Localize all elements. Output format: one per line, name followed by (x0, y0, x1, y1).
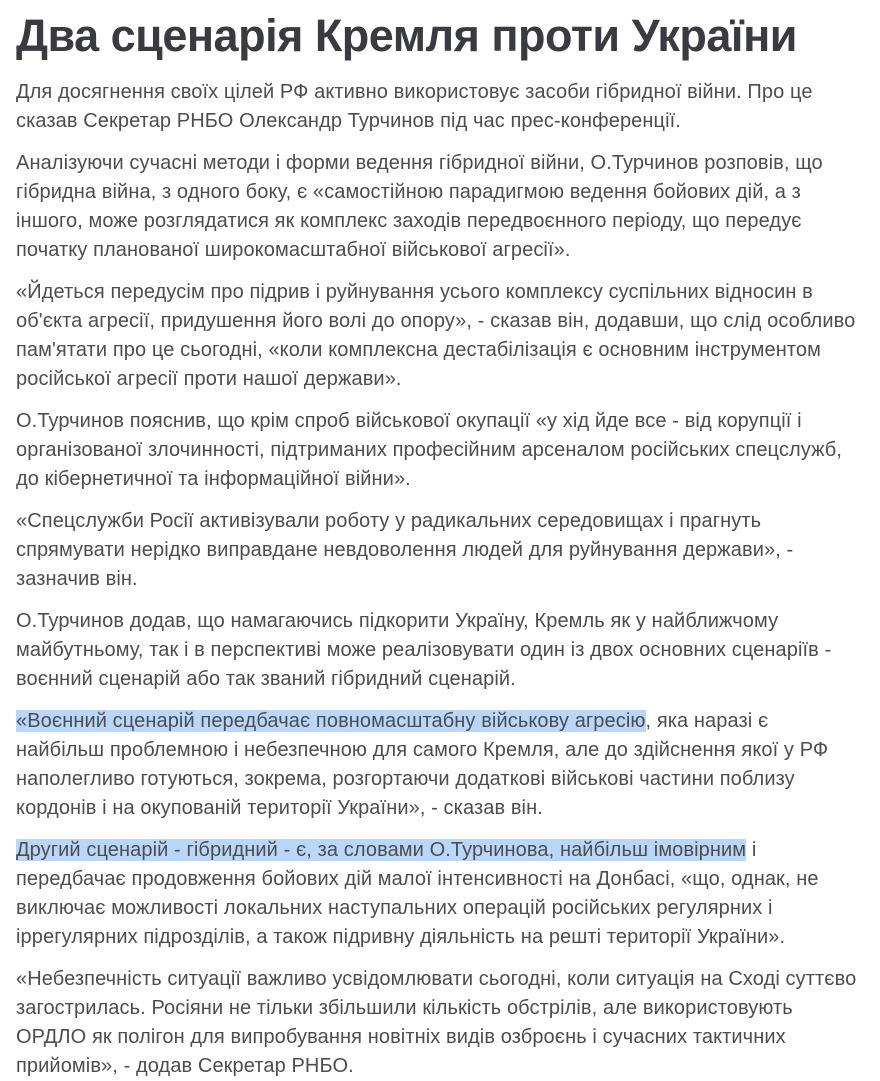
article-paragraph (16, 707, 862, 823)
paragraph-text: «Небезпечність ситуації важливо усвідомлювати сьогодні, коли ситуація на Сході суттєво загострилась. Росіяни не тільки збільшили кількість обстрілів, але використовують ОРДЛО як полігон для випробування новітніх видів озброєнь і сучасних тактичних прийомів», - додав Секретар РНБО. (16, 967, 857, 1077)
paragraph-text: , яка наразі є найбільш проблемною і небезпечною для самого Кремля, але до здійснення якої у РФ наполегливо готуються, зокрема, розгортаючи додаткові військові частини поблизу кордонів і на окупованій території України», - сказав він. (16, 709, 829, 819)
article-paragraph (16, 836, 862, 952)
article-paragraph (16, 78, 862, 136)
article-paragraph (16, 407, 862, 494)
article-paragraph (16, 507, 862, 594)
paragraph-text: Аналізуючи сучасні методи і форми ведення гібридної війни, О.Турчинов розповів, що гібридна війна, з одного боку, є «самостійною парадигмою ведення бойових дій, а з іншого, може розглядатися як комплекс заходів передвоєнного періоду, що передує початку планованої широкомасштабної військової агресії». (16, 151, 823, 261)
article-paragraph (16, 607, 862, 694)
paragraph-text: О.Турчинов додав, що намагаючись підкорити Україну, Кремль як у найближчому майбутньому, так і в перспективі може реалізовувати один із двох основних сценаріїв - воєнний сценарій або так званий гібридний сценарій. (16, 609, 832, 690)
paragraph-text: «Спецслужби Росії активізували роботу у радикальних середовищах і прагнуть спрямувати нерідко виправдане невдоволення людей для руйнування держави», - зазначив він. (16, 509, 794, 590)
paragraph-text: «Йдеться передусім про підрив і руйнування усього комплексу суспільних відносин в об'єкта агресії, придушення його волі до опору», - сказав він, додавши, що слід особливо пам'ятати про це сьогодні, «коли комплексна дестабілізація є основним інструментом російської агресії проти нашої держави». (16, 280, 856, 390)
article-paragraph (16, 965, 862, 1081)
paragraph-text: Для досягнення своїх цілей РФ активно використовує засоби гібридної війни. Про це сказав Секретар РНБО Олександр Турчинов під час прес-конференції. (16, 80, 813, 132)
article-paragraph (16, 278, 862, 394)
article-body (16, 78, 862, 1081)
article-paragraph (16, 149, 862, 265)
paragraph-text: О.Турчинов пояснив, що крім спроб військової окупації «у хід йде все - від корупції і організованої злочинності, підтриманих професійним арсеналом російських спецслужб, до кібернетичної та інформаційної війни». (16, 409, 842, 490)
highlighted-text: Другий сценарій - гібридний - є, за словами О.Турчинова, найбільш імовірним (16, 838, 747, 861)
highlighted-text: «Воєнний сценарій передбачає повномасштабну військову агресію (16, 709, 646, 732)
article-title: Два сценарія Кремля проти України (16, 10, 797, 61)
paragraph-text: і передбачає продовження бойових дій малої інтенсивності на Донбасі, «що, однак, не виключає можливості локальних наступальних операцій російських регулярних і іррегулярних підрозділів, а також підривну діяльність на решті території України». (16, 838, 819, 948)
